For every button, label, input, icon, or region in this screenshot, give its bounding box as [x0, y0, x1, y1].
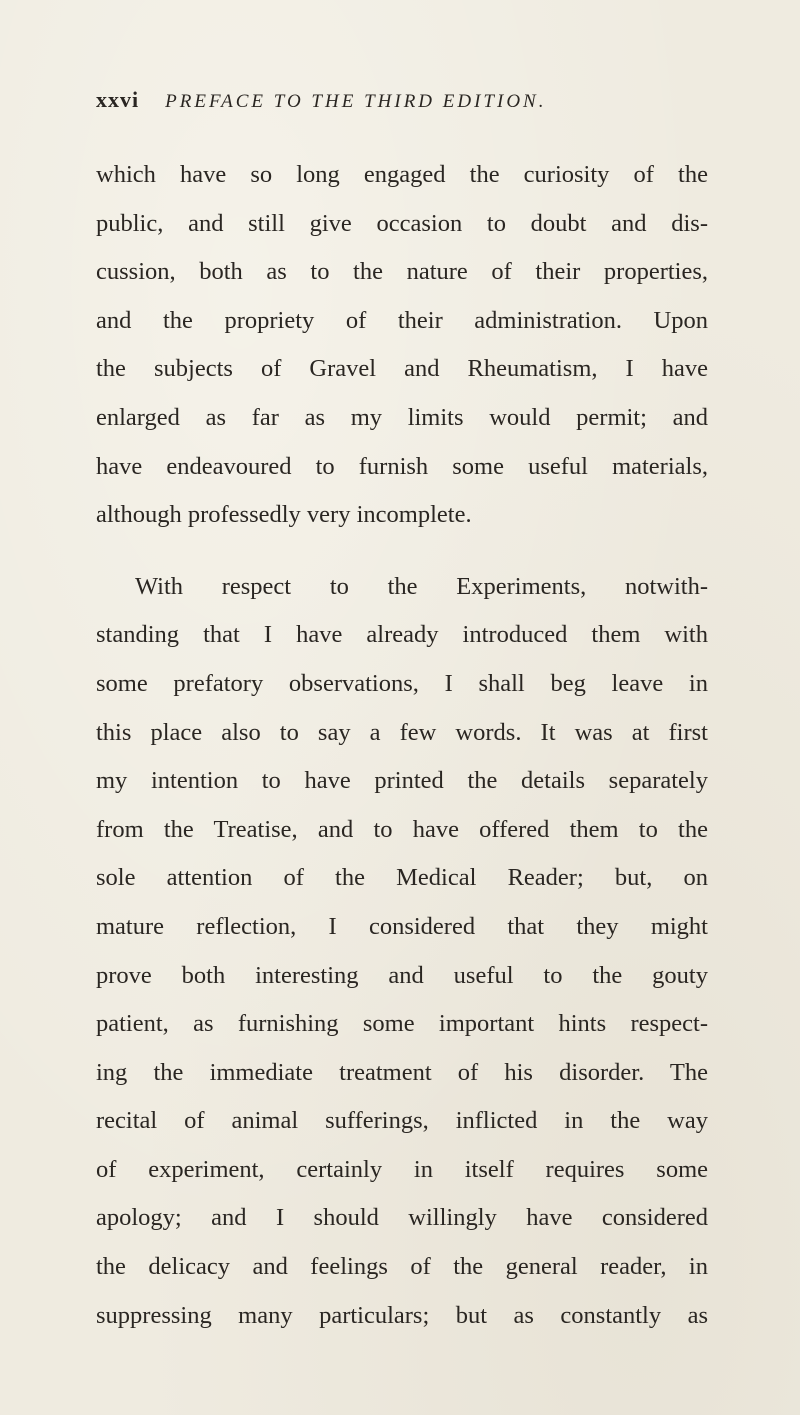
- paragraph-1: [96, 151, 708, 540]
- text-line: standing that I have already introduced them with: [96, 621, 708, 649]
- text-line: apology; and I should willingly have considered: [96, 1204, 708, 1232]
- running-head: [96, 87, 696, 117]
- text-line: mature reflection, I considered that they might: [96, 912, 708, 940]
- text-line: from the Treatise, and to have offered them to the: [96, 815, 708, 843]
- body-text: [96, 151, 708, 1340]
- text-line: this place also to say a few words. It was at first: [96, 718, 708, 746]
- text-line: recital of animal sufferings, inflicted in the way: [96, 1107, 708, 1135]
- text-line: With respect to the Experiments, notwith-: [135, 572, 708, 600]
- text-line: the delicacy and feelings of the general reader, in: [96, 1253, 708, 1281]
- text-line: the subjects of Gravel and Rheumatism, I have: [96, 355, 708, 383]
- running-title: PREFACE TO THE THIRD EDITION.: [165, 91, 547, 112]
- text-line: public, and still give occasion to doubt and dis-: [96, 209, 708, 237]
- text-line: of experiment, certainly in itself requires some: [96, 1155, 708, 1183]
- text-line: sole attention of the Medical Reader; but, on: [96, 864, 708, 892]
- text-line: ing the immediate treatment of his disorder. The: [96, 1058, 708, 1086]
- text-line: my intention to have printed the details separately: [96, 767, 708, 795]
- page-number: xxvi: [96, 87, 140, 112]
- text-line: suppressing many particulars; but as constantly as: [96, 1301, 708, 1329]
- paragraph-gap: [96, 540, 708, 563]
- text-line: prove both interesting and useful to the gouty: [96, 961, 708, 989]
- text-line: some prefatory observations, I shall beg leave in: [96, 669, 708, 697]
- text-line: have endeavoured to furnish some useful materials,: [96, 452, 708, 480]
- text-line: although professedly very incomplete.: [96, 501, 472, 529]
- text-line: and the propriety of their administration. Upon: [96, 306, 708, 334]
- text-line: enlarged as far as my limits would permit; and: [96, 403, 708, 431]
- text-line: patient, as furnishing some important hints respect-: [96, 1010, 708, 1038]
- text-line: which have so long engaged the curiosity of the: [96, 161, 708, 188]
- text-line: cussion, both as to the nature of their properties,: [96, 258, 708, 286]
- paragraph-2: [96, 563, 708, 1341]
